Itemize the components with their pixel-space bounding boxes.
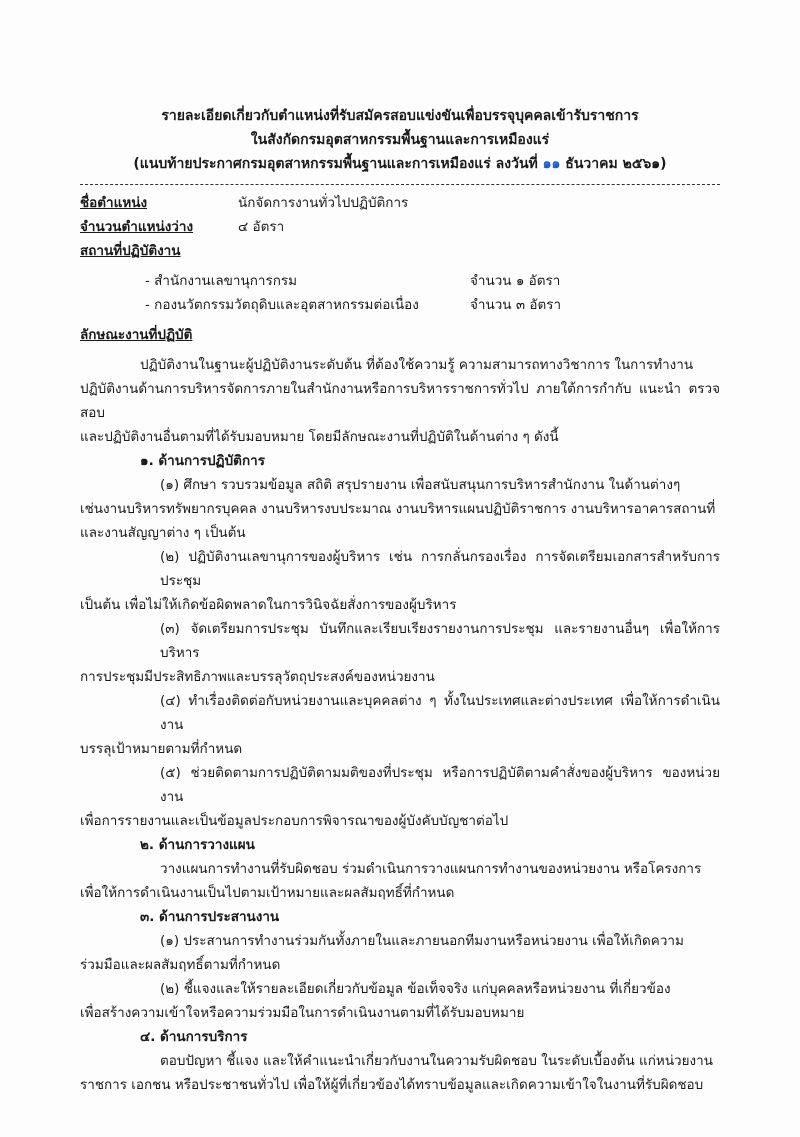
section-heading: ๔. ด้านการบริการ (140, 1029, 248, 1045)
duty-text-line: (๑) ประสานการทำงานร่วมกันทั้งภายในและภายนอกทีมงานหรือหน่วยงาน เพื่อให้เกิดความ (160, 933, 684, 949)
duty-text-line: และงานสัญญาต่าง ๆ เป็นต้น (80, 525, 246, 541)
duty-text-line: เพื่อให้การดำเนินงานเป็นไปตามเป้าหมายและผลสัมฤทธิ์ที่กำหนด (80, 885, 455, 901)
vacancy-count-value: ๔ อัตรา (238, 219, 285, 235)
workplace-label: สถานที่ปฏิบัติงาน (80, 243, 181, 259)
title-annex-text: (แนบท้ายประกาศกรมอุตสาหกรรมพื้นฐานและการเหมืองแร่ ลงวันที่ (133, 156, 538, 172)
duty-text-line: (๒) ชี้แจงและให้รายละเอียดเกี่ยวกับข้อมูล ข้อเท็จจริง แก่บุคคลหรือหน่วยงาน ที่เกี่ยวข้อง (160, 981, 671, 997)
dashed-divider (80, 184, 720, 185)
workplace-item (145, 293, 720, 317)
duty-text-line: (๕) ช่วยติดตามการปฏิบัติตามมติของที่ประชุม หรือการปฏิบัติตามคำสั่งของผู้บริหาร ของหน่วยงาน (160, 765, 720, 805)
duty-text-line: ร่วมมือและผลสัมฤทธิ์ตามที่กำหนด (80, 957, 281, 973)
duty-text-line: ปฏิบัติงานในฐานะผู้ปฏิบัติงานระดับต้น ที่ต้องใช้ความรู้ ความสามารถทางวิชาการ ในการทำงาน (140, 357, 694, 373)
duty-text-line: (๑) ศึกษา รวบรวมข้อมูล สถิติ สรุปรายงาน เพื่อสนับสนุนการบริหารสำนักงาน ในด้านต่างๆ (160, 477, 681, 493)
duty-text-line: บรรลุเป้าหมายตามที่กำหนด (80, 741, 243, 757)
section-heading: ๑. ด้านการปฏิบัติการ (140, 453, 265, 469)
workplace-name: - กองนวัตกรรมวัตถุดิบและอุตสาหกรรมต่อเนื่อง (145, 297, 419, 313)
duty-text-line: (๔) ทำเรื่องติดต่อกับหน่วยงานและบุคคลต่าง ๆ ทั้งในประเทศและต่างประเทศ เพื่อให้การดำเนินงาน (160, 693, 720, 733)
title-line-1: รายละเอียดเกี่ยวกับตำแหน่งที่รับสมัครสอบแข่งขันเพื่อบรรจุบุคคลเข้ารับราชการ (161, 108, 639, 124)
vacancy-count-row (80, 215, 720, 239)
workplace-count: จำนวน ๓ อัตรา (470, 297, 562, 313)
duty-text-line: การประชุมมีประสิทธิภาพและบรรลุวัตถุประสงค์ของหน่วยงาน (80, 669, 435, 685)
duty-text-line: (๒) ปฏิบัติงานเลขานุการของผู้บริหาร เช่น การกลั่นกรองเรื่อง การจัดเตรียมเอกสารสำหรับการประชุม (160, 549, 720, 589)
duties-body (80, 353, 720, 1097)
workplace-item (145, 269, 720, 293)
position-name-label: ชื่อตำแหน่ง (80, 195, 148, 211)
position-name-value: นักจัดการงานทั่วไปปฏิบัติการ (238, 195, 409, 211)
section-heading: ๓. ด้านการประสานงาน (140, 909, 280, 925)
section-heading: ๒. ด้านการวางแผน (140, 837, 255, 853)
duty-text-line: และปฏิบัติงานอื่นตามที่ได้รับมอบหมาย โดยมีลักษณะงานที่ปฏิบัติในด้านต่าง ๆ ดังนี้ (80, 429, 559, 445)
duty-text-line: ตอบปัญหา ชี้แจง และให้คำแนะนำเกี่ยวกับงานในความรับผิดชอบ ในระดับเบื้องต้น แก่หน่วยงาน (160, 1053, 713, 1069)
duty-text-line: เพื่อการรายงานและเป็นข้อมูลประกอบการพิจารณาของผู้บังคับบัญชาต่อไป (80, 813, 509, 829)
vacancy-count-label: จำนวนตำแหน่งว่าง (80, 219, 194, 235)
duty-text-line: วางแผนการทำงานที่รับผิดชอบ ร่วมดำเนินการวางแผนการทำงานของหน่วยงาน หรือโครงการ (160, 861, 702, 877)
duty-text-line: เช่นงานบริหารทรัพยากรบุคคล งานบริหารงบประมาณ งานบริหารแผนปฏิบัติราชการ งานบริหารอาคารสถานที่ (80, 501, 716, 517)
duty-text-line: ราชการ เอกชน หรือประชาชนทั่วไป เพื่อให้ผู้ที่เกี่ยวข้องได้ทราบข้อมูลและเกิดความเข้าใจในงานที่รับผิดชอบ (80, 1077, 704, 1093)
workplace-name: - สำนักงานเลขานุการกรม (145, 273, 298, 289)
title-line-3 (80, 152, 720, 176)
duty-text-line: ปฏิบัติงานด้านการบริหารจัดการภายในสำนักงานหรือการบริหารราชการทั่วไป ภายใต้การกำกับ แนะนำ ตรวจสอบ (80, 381, 720, 421)
title-date-text: ธันวาคม ๒๕๖๑) (565, 156, 667, 172)
workplace-count: จำนวน ๑ อัตรา (470, 273, 561, 289)
duty-text-line: เพื่อสร้างความเข้าใจหรือความร่วมมือในการดำเนินงานตามที่ได้รับมอบหมาย (80, 1005, 525, 1021)
duties-heading: ลักษณะงานที่ปฏิบัติ (80, 327, 193, 343)
title-line-2: ในสังกัดกรมอุตสาหกรรมพื้นฐานและการเหมืองแร่ (250, 132, 550, 148)
duty-text-line: (๓) จัดเตรียมการประชุม บันทึกและเรียบเรียงรายงานการประชุม และรายงานอื่นๆ เพื่อให้การบริหาร (160, 621, 720, 661)
date-day: ๑๑ (542, 156, 561, 172)
position-name-row (80, 191, 720, 215)
duty-text-line: เป็นต้น เพื่อไม่ให้เกิดข้อผิดพลาดในการวินิจฉัยสั่งการของผู้บริหาร (80, 597, 457, 613)
